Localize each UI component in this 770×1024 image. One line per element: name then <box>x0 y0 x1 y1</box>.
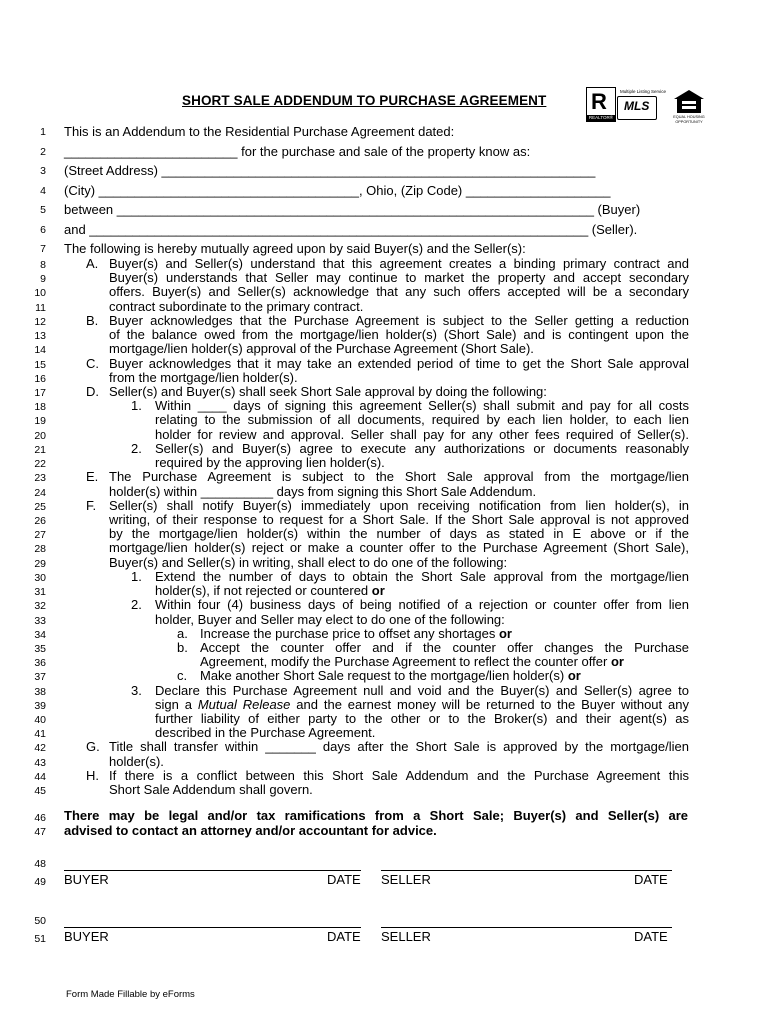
clause-text-main: relating to the submission of all documents, required by each lien holder, to each lien <box>155 412 689 428</box>
line-number: 3 <box>40 165 46 177</box>
clause-text <box>155 398 689 413</box>
line-number: 26 <box>34 514 46 527</box>
clause-text-main: Within ____ days of signing this agreement Seller(s) shall submit and pay for all costs <box>155 398 689 414</box>
line-number: 2 <box>40 146 46 158</box>
clause-text <box>200 668 581 683</box>
clause-text <box>155 697 689 712</box>
line-number: 39 <box>34 699 46 712</box>
clause-text <box>109 341 534 356</box>
clause-text <box>109 284 689 299</box>
seller-label-2: SELLER <box>381 929 431 944</box>
clause-text-main: The Purchase Agreement is subject to the Short Sale approval from the mortgage/lien <box>109 469 689 485</box>
clause-text-main: holder, Buyer and Seller may elect to do one of the following: <box>155 611 505 627</box>
street-address-line: (Street Address) ____________________________________________________________ <box>64 163 596 178</box>
clause-marker: F. <box>86 497 97 513</box>
buyer-date-label-1: DATE <box>327 872 361 887</box>
clause-marker: G. <box>86 739 100 755</box>
line-number: 15 <box>34 358 46 371</box>
clause-text-main: writing, of their response to request for a Short Sale. If the Short Sale approval is not approved <box>109 511 689 527</box>
clause-text <box>109 256 689 271</box>
line-number: 7 <box>40 243 46 255</box>
line-number: 20 <box>34 429 46 442</box>
line-number: 4 <box>40 185 46 197</box>
clause-text <box>155 583 385 598</box>
clause-marker: D. <box>86 383 99 399</box>
clause-text-main: of the balance owed from the mortgage/lien holder(s) (Short Sale) and is contingent upon the <box>109 327 689 343</box>
clause-marker: 1. <box>131 568 142 584</box>
clause-text-main: Accept the counter offer and if the counter offer changes the Purchase <box>200 639 689 655</box>
clause-text-main: Buyer acknowledges that the Purchase Agreement is subject to the Seller getting a reduction <box>109 312 689 328</box>
clause-bold-or: or <box>498 625 512 641</box>
clause-text-main: described in the Purchase Agreement. <box>155 725 376 741</box>
clause-marker: A. <box>86 256 99 271</box>
line-number: 48 <box>34 858 46 870</box>
line-number: 34 <box>34 628 46 641</box>
realtor-text: REALTOR® <box>588 115 614 120</box>
clause-marker: 1. <box>131 398 142 414</box>
clause-text <box>109 270 689 285</box>
clause-text <box>109 768 689 783</box>
line-number: 50 <box>34 915 46 927</box>
clause-text-main: sign a <box>155 696 192 712</box>
clause-text-main: Buyer(s) and Seller(s) in writing, shall elect to do one of the following: <box>109 554 508 570</box>
line-number: 28 <box>34 543 46 556</box>
line-number: 17 <box>34 386 46 399</box>
clause-marker: C. <box>86 355 99 371</box>
mls-logo <box>617 89 667 120</box>
clause-text <box>109 469 689 484</box>
line-number: 25 <box>34 500 46 513</box>
line-number: 1 <box>40 126 46 138</box>
clause-text-main: Short Sale Addendum shall govern. <box>109 782 313 798</box>
line-number: 14 <box>34 344 46 357</box>
clause-text-main: contract subordinate to the primary contract. <box>109 298 364 314</box>
clause-text-main: holder(s), if not rejected or countered <box>155 583 369 599</box>
buyer-label-2: BUYER <box>64 929 109 944</box>
line-number: 37 <box>34 671 46 684</box>
clause-marker: 3. <box>131 682 142 698</box>
equal-housing-text: EQUAL HOUSING OPPORTUNITY <box>673 115 705 124</box>
clause-text-main: Title shall transfer within _______ days after the Short Sale is approved by the mortgage/lien <box>109 739 689 755</box>
clause-marker: E. <box>86 469 99 485</box>
clause-text <box>155 412 689 427</box>
clause-marker: 2. <box>131 440 142 456</box>
line-number: 12 <box>34 315 46 328</box>
equal-housing-logo <box>672 89 706 127</box>
line-number: 44 <box>34 770 46 783</box>
clause-text <box>200 626 512 641</box>
clause-text-main: Buyer(s) understands that Seller may continue to market the property and accept secondary <box>109 270 689 286</box>
clause-text-main: mortgage/lien holder(s) approval of the Purchase Agreement (Short Sale). <box>109 341 534 357</box>
clause-text <box>109 739 689 754</box>
clause-text <box>109 555 507 570</box>
line-number: 13 <box>34 330 46 343</box>
buyer-signature-line-2 <box>64 927 361 928</box>
clause-text <box>109 498 689 513</box>
clause-text <box>155 427 689 442</box>
clause-text <box>155 455 385 470</box>
property-line: ________________________ for the purchase and sale of the property know as: <box>64 144 531 159</box>
agreement-intro: The following is hereby mutually agreed upon by said Buyer(s) and the Seller(s): <box>64 241 526 256</box>
clause-text <box>155 441 689 456</box>
clause-text-main: offers. Buyer(s) and Seller(s) acknowledge that any such offers accepted will be a secondary <box>109 284 689 300</box>
line-number: 38 <box>34 685 46 698</box>
realtor-letter: R <box>591 89 607 114</box>
realtor-logo <box>586 87 616 122</box>
logo-group <box>586 87 708 127</box>
buyer-label-1: BUYER <box>64 872 109 887</box>
seller-label-1: SELLER <box>381 872 431 887</box>
buyer-signature-line-1 <box>64 870 361 871</box>
clause-text <box>155 683 689 698</box>
buyer-line: between __________________________________________________________________ (Buyer) <box>64 202 641 217</box>
clause-text <box>109 754 164 769</box>
clause-text-main: Agreement, modify the Purchase Agreement to reflect the counter offer <box>200 654 608 670</box>
clause-italic-term: Mutual Release <box>197 696 291 712</box>
city-zip-line: (City) ____________________________________, Ohio, (Zip Code) ____________________ <box>64 183 611 198</box>
line-number: 35 <box>34 642 46 655</box>
clause-marker: 2. <box>131 597 142 613</box>
clause-text <box>109 299 363 314</box>
warning-line-1: There may be legal and/or tax ramifications from a Short Sale; Buyer(s) and Seller(s) are <box>64 808 688 823</box>
clause-text-main: Seller(s) and Buyer(s) agree to execute any authorizations or documents reasonably <box>155 440 689 456</box>
seller-date-label-1: DATE <box>634 872 668 887</box>
line-number: 19 <box>34 415 46 428</box>
clause-marker: B. <box>86 312 99 328</box>
line-number: 33 <box>34 614 46 627</box>
clause-bold-or: or <box>567 668 581 684</box>
clause-text <box>109 327 689 342</box>
line-number: 24 <box>34 486 46 499</box>
clause-text-main: Seller(s) and Buyer(s) shall seek Short Sale approval by doing the following: <box>109 383 547 399</box>
line-number: 45 <box>34 785 46 798</box>
line-number: 49 <box>34 876 46 888</box>
clause-text <box>109 540 689 555</box>
seller-date-label-2: DATE <box>634 929 668 944</box>
clause-text-main: Buyer(s) and Seller(s) understand that this agreement creates a binding primary contract and <box>109 256 689 271</box>
clause-text <box>109 526 689 541</box>
clause-text-after: and the earnest money will be returned to the Buyer without any <box>296 696 689 712</box>
line-number: 22 <box>34 458 46 471</box>
clause-text-main: Extend the number of days to obtain the Short Sale approval from the mortgage/lien <box>155 568 689 584</box>
line-number: 27 <box>34 529 46 542</box>
clause-text-main: holder(s) within __________ days from signing this Short Sale Addendum. <box>109 483 537 499</box>
line-number: 16 <box>34 372 46 385</box>
line-number: 51 <box>34 933 46 945</box>
seller-signature-line-1 <box>381 870 672 871</box>
footer-note: Form Made Fillable by eForms <box>66 989 195 1000</box>
line-number: 31 <box>34 586 46 599</box>
warning-line-2: advised to contact an attorney and/or accountant for advice. <box>64 823 437 838</box>
clause-text-main: from the mortgage/lien holder(s). <box>109 369 298 385</box>
clause-text <box>200 654 624 669</box>
clause-text-main: Increase the purchase price to offset any shortages <box>200 625 496 641</box>
clause-text <box>155 597 689 612</box>
clause-text <box>109 370 298 385</box>
seller-line: and _____________________________________________________________________ (Seller). <box>64 222 638 237</box>
page-title: SHORT SALE ADDENDUM TO PURCHASE AGREEMENT <box>182 93 547 108</box>
line-number: 21 <box>34 443 46 456</box>
clause-text-main: Make another Short Sale request to the mortgage/lien holder(s) <box>200 668 565 684</box>
clause-text-main: Buyer acknowledges that it may take an extended period of time to get the Short Sale approval <box>109 355 689 371</box>
line-number: 43 <box>34 756 46 769</box>
line-number: 9 <box>40 273 46 286</box>
line-number: 6 <box>40 224 46 236</box>
line-number: 18 <box>34 401 46 414</box>
clause-text-main: required by the approving lien holder(s). <box>155 455 385 471</box>
clause-marker: c. <box>177 668 188 684</box>
line-number: 30 <box>34 571 46 584</box>
clause-text-main: further liability of either party to the other or to the Broker(s) and their agent(s) as <box>155 711 689 727</box>
clause-text <box>109 512 689 527</box>
line-number: 41 <box>34 728 46 741</box>
clause-text <box>155 612 505 627</box>
house-icon <box>672 89 706 115</box>
clause-text-main: mortgage/lien holder(s) reject or make a counter offer to the Purchase Agreement (Short Sale), <box>109 540 689 556</box>
clause-text <box>155 725 375 740</box>
mls-service-text: Multiple Listing Service <box>620 89 667 94</box>
clause-text-main: by the mortgage/lien holder(s) within the number of days as stated in E above or if the <box>109 526 689 542</box>
clause-bold-or: or <box>610 654 624 670</box>
line-number: 36 <box>34 657 46 670</box>
clause-text <box>155 569 689 584</box>
clause-text-main: Within four (4) business days of being notified of a rejection or counter offer from lien <box>155 597 689 613</box>
line-number: 11 <box>35 301 46 314</box>
clause-text-main: holder(s). <box>109 753 164 769</box>
clause-text <box>109 384 547 399</box>
line-number: 10 <box>34 287 46 300</box>
addendum-date-line: This is an Addendum to the Residential Purchase Agreement dated: <box>64 124 455 139</box>
clause-text-main: Seller(s) shall notify Buyer(s) immediately upon receiving notification from lien holder(s), in <box>109 497 689 513</box>
clause-bold-or: or <box>371 583 385 599</box>
clause-text-main: Declare this Purchase Agreement null and void and the Buyer(s) and Seller(s) agree to <box>155 682 689 698</box>
line-number: 5 <box>40 204 46 216</box>
mls-text: MLS <box>624 99 650 113</box>
clause-text <box>109 782 313 797</box>
clause-text <box>200 640 689 655</box>
clause-text <box>109 356 689 371</box>
line-number: 46 <box>34 812 46 824</box>
clause-marker: a. <box>177 625 188 641</box>
line-number: 29 <box>34 557 46 570</box>
line-number: 42 <box>34 742 46 755</box>
line-number: 40 <box>34 714 46 727</box>
line-number: 8 <box>40 259 46 271</box>
buyer-date-label-2: DATE <box>327 929 361 944</box>
seller-signature-line-2 <box>381 927 672 928</box>
clause-marker: b. <box>177 639 188 655</box>
clause-text <box>109 313 689 328</box>
clause-text-main: If there is a conflict between this Short Sale Addendum and the Purchase Agreement this <box>109 767 689 783</box>
clause-text-main: holder for review and approval. Seller shall pay for any other fees required of Seller(s). <box>155 426 689 442</box>
line-number: 32 <box>34 600 46 613</box>
line-number: 23 <box>34 472 46 485</box>
clause-text <box>155 711 689 726</box>
line-number: 47 <box>34 826 46 838</box>
clause-marker: H. <box>86 767 99 783</box>
clause-text <box>109 484 536 499</box>
